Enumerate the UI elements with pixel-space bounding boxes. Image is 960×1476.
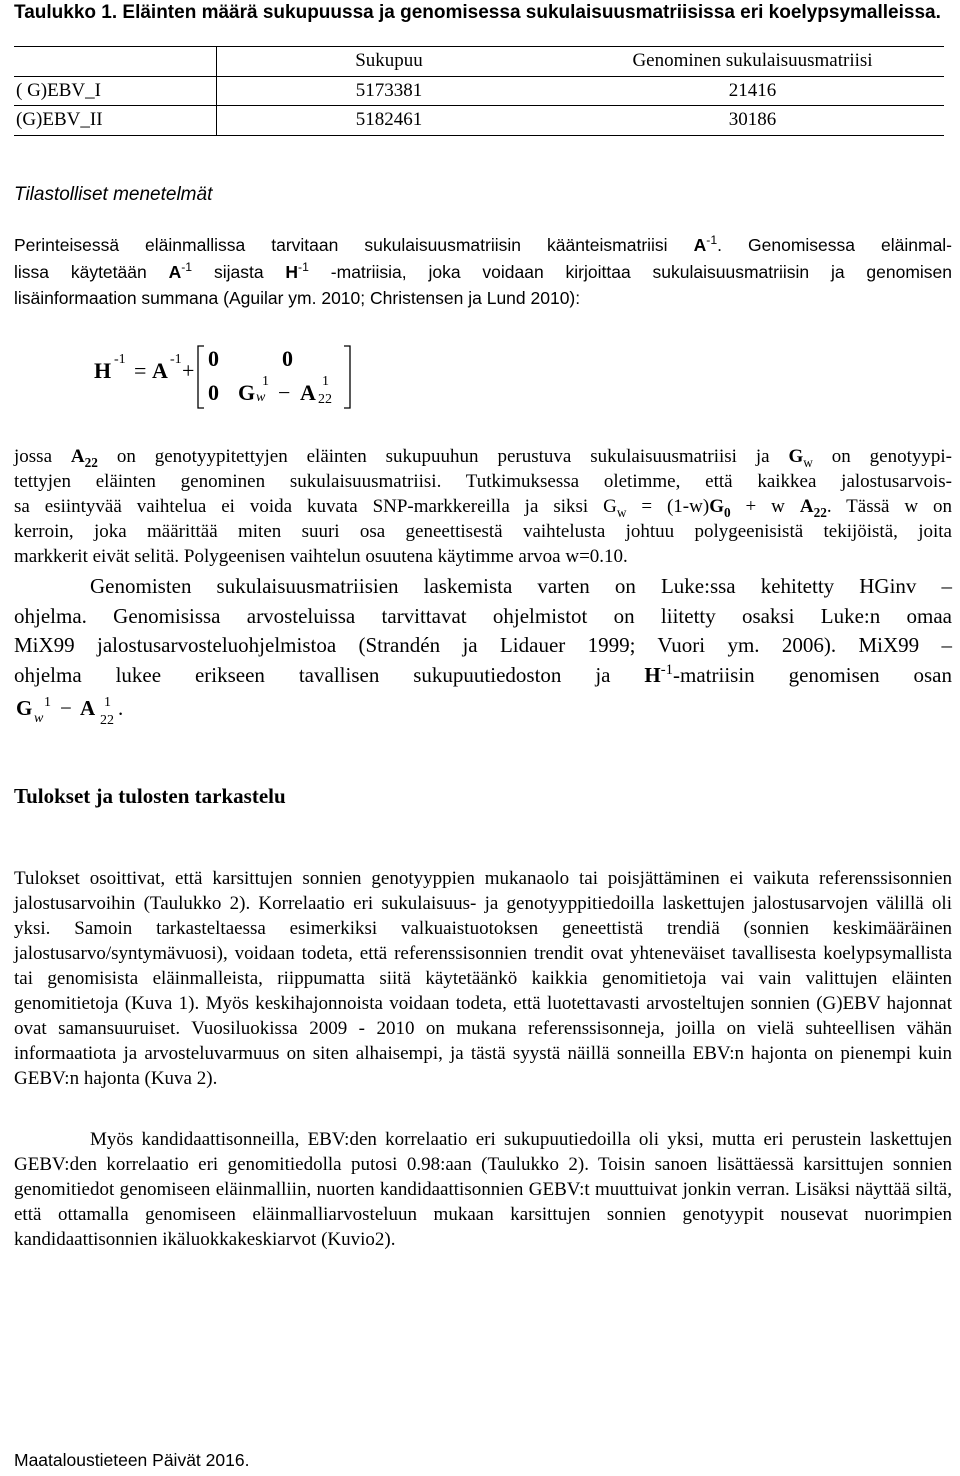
eq-minus: − [60, 696, 72, 720]
methods-paragraph-3 [14, 572, 952, 728]
paragraph-line: Genomisten sukulaisuusmatriisien laskemista varten on Luke:ssa kehitetty HGinv – [90, 574, 952, 598]
table-row [14, 76, 944, 106]
page-footer: Maataloustieteen Päivät 2016. [14, 1450, 250, 1470]
cell-sukupuu: 5173381 [217, 76, 560, 106]
eq-plus: + [182, 358, 195, 383]
table-row [14, 106, 944, 136]
cell-genomic: 30186 [559, 106, 944, 136]
superscript: -1 [298, 259, 309, 274]
eq-g-sup: 1 [262, 374, 269, 389]
text-span: Perinteisessä eläinmallissa tarvitaan sukulaisuusmatriisin käänteismatriisi [14, 235, 694, 255]
superscript: -1 [660, 661, 674, 678]
text-span: -matriisin genomisen osan [673, 662, 952, 687]
matrix-zero: 0 [282, 346, 293, 371]
paragraph-line [14, 444, 952, 469]
text-span: ohjelma lukee erikseen tavallisen sukupuutiedoston ja [14, 662, 645, 687]
results-paragraph-1: Tulokset osoittivat, että karsittujen sonnien genotyyppien mukanaolo tai poisjättäminen ei vaikuta referenssisonnien jalostusarvoihin (Taulukko 2). Korrelaatio eri sukulaisuus- ja genotyyppitiedoilla laskettujen jalostusarvojen välillä oli yksi. Samoin tarkasteltaessa esimerkiksi valkuaistuotoksen geneettistä trendiä (sonnien keskimääräinen jalostusarvo/syntymävuosi), voidaan todeta, että referenssisonnien trendit ovat yhteneväiset tavallisesta koelypsymallista tai genomisista eläinmalleista, riippumatta siitä käytetäänkö kaikkia genomitietoja vai vain valittujen eläinten genomitietoja (Kuva 1). Myös keskihajonnoista voidaan todeta, että luotettavasti arvosteltujen sonnien (G)EBV hajonnat ovat samansuuruiset. Vuosiluokissa 2009 - 2010 on mukana referenssisonneja, joilla on vielä suhteellisen vähän informaatiota ja arvosteluvarmuus on siten alhaisempi, ja tästä syystä näillä sonneilla EBV:n hajonta on pienempi kuin GEBV:n hajonta (Kuva 2). [14, 868, 952, 1089]
text-span: -matriisia, joka voidaan kirjoittaa sukulaisuusmatriisin ja genomisen [308, 261, 953, 282]
cell-sukupuu: 5182461 [217, 106, 560, 136]
eq-a22: A [80, 696, 96, 720]
methods-paragraph-1 [14, 232, 952, 312]
eq-period: . [118, 696, 124, 720]
text-span: jossa [14, 446, 71, 467]
matrix-symbol: A [799, 496, 814, 517]
eq-lhs-sup: -1 [114, 352, 126, 367]
eq-minus: − [278, 380, 291, 405]
text-span: sijasta [192, 261, 286, 282]
subscript: w [616, 504, 627, 520]
table-header-empty [14, 47, 217, 77]
paragraph-line: markkerit eivät selitä. Polygeenisen vaihtelun osuutena käytimme arvoa w=0.10. [14, 546, 628, 567]
eq-a22-sup: 1 [104, 695, 111, 710]
eq-a-sup: -1 [170, 352, 182, 367]
text-span: . Tässä w on [826, 496, 953, 517]
paragraph-line: lisäinformaation summana (Aguilar ym. 2010; Christensen ja Lund 2010): [14, 288, 581, 308]
text-span: lissa käytetään [14, 261, 169, 282]
eq-g-sub-w: w [256, 390, 266, 405]
eq-a22-sub: 22 [100, 713, 114, 728]
col-header-genomic: Genominen sukulaisuusmatriisi [559, 47, 944, 77]
results-heading: Tulokset ja tulosten tarkastelu [14, 784, 286, 808]
cell-genomic: 21416 [559, 76, 944, 106]
methods-paragraph-2 [14, 444, 952, 569]
paragraph-line: kerroin, joka määrittää miten suuri osa geneettisestä vaihtelusta johtuu polygeenisistä tekijöistä, joita [14, 521, 952, 542]
row-label: (G)EBV_II [14, 106, 217, 136]
eq-g-sub-w: w [34, 711, 44, 726]
matrix-symbol: A [168, 261, 182, 282]
eq-a22-sup: 1 [322, 374, 329, 389]
matrix-symbol: G [709, 496, 724, 517]
matrix-symbol: G [788, 446, 804, 467]
methods-heading: Tilastolliset menetelmät [14, 184, 213, 205]
subscript: 22 [84, 454, 98, 470]
eq-equals: = [134, 358, 147, 383]
matrix-zero: 0 [208, 380, 219, 405]
eq-a22-sub: 22 [318, 392, 332, 407]
matrix-zero: 0 [208, 346, 219, 371]
matrix-symbol: H [285, 261, 299, 282]
eq-g: G [16, 696, 33, 720]
results-paragraph-2: Myös kandidaattisonneilla, EBV:den korrelaatio eri sukupuutiedoilla oli yksi, mutta eri perustein laskettujen GEBV:den korrelaatio eri genomitiedolla putosi 0.98:aan (Taulukko 2). Toisin sanoen lisättäessä karsittujen sonnien genomitiedot genomiseen eläinmalliin, nuorten kandidaattisonnien GEBV:t muuttuivat jonkin verran. Lisäksi näyttää siltä, että ottamalla genomiseen eläinmalliarvosteluun mukaan karsittujen sonnien genotyypit nousevat nuorimpien kandidaattisonnien ikäluokkakeskiarvot (Kuvio2). [14, 1129, 952, 1250]
text-span: on genotyypi- [812, 446, 952, 467]
eq-g-sup: 1 [44, 695, 51, 710]
eq-g: G [238, 380, 256, 405]
table-header-row [14, 47, 944, 77]
matrix-symbol: H [644, 662, 661, 687]
matrix-symbol: A [70, 446, 85, 467]
paragraph-line: ohjelma. Genomisissa arvosteluissa tarvittavat ohjelmistot on liitetty osaksi Luke:n omaa [14, 603, 952, 628]
paragraph-line [14, 661, 952, 691]
superscript: -1 [181, 259, 193, 274]
col-header-sukupuu: Sukupuu [217, 47, 560, 77]
superscript: -1 [706, 233, 718, 248]
animal-count-table [14, 46, 944, 136]
paragraph-line [14, 690, 952, 728]
text-span: = (1-w) [626, 496, 710, 517]
table-caption: Taulukko 1. Eläinten määrä sukupuussa ja genomisessa sukulaisuusmatriisissa eri koelypsymalleissa. [14, 2, 941, 23]
text-span: . Genomisessa eläinmal- [717, 235, 953, 255]
equation-h-inverse [90, 342, 370, 412]
text-span: + w [730, 496, 800, 517]
subscript: 22 [813, 504, 827, 520]
paragraph-line: tettyjen eläinten genominen sukulaisuusmatriisi. Tutkimuksessa oletimme, että kaikkea jalostusarvois- [14, 471, 952, 492]
row-label: ( G)EBV_I [14, 76, 217, 106]
paragraph-line [14, 259, 952, 286]
eq-a: A [152, 358, 168, 383]
paragraph-line [14, 494, 952, 519]
paragraph-line: MiX99 jalostusarvosteluohjelmistoa (Strandén ja Lidauer 1999; Vuori ym. 2006). MiX99 – [14, 633, 952, 657]
subscript: w [803, 454, 813, 470]
text-span: sa esiintyvää vaihtelua ei voida kuvata SNP-markkereilla ja siksi G [14, 496, 617, 517]
subscript: 0 [723, 504, 731, 520]
eq-lhs: H [94, 358, 112, 383]
eq-a22: A [300, 380, 316, 405]
matrix-symbol: A [693, 235, 707, 255]
text-span: on genotyypitettyjen eläinten sukupuuhun perustuva sukulaisuusmatriisi ja [97, 446, 789, 467]
paragraph-line [14, 232, 952, 259]
